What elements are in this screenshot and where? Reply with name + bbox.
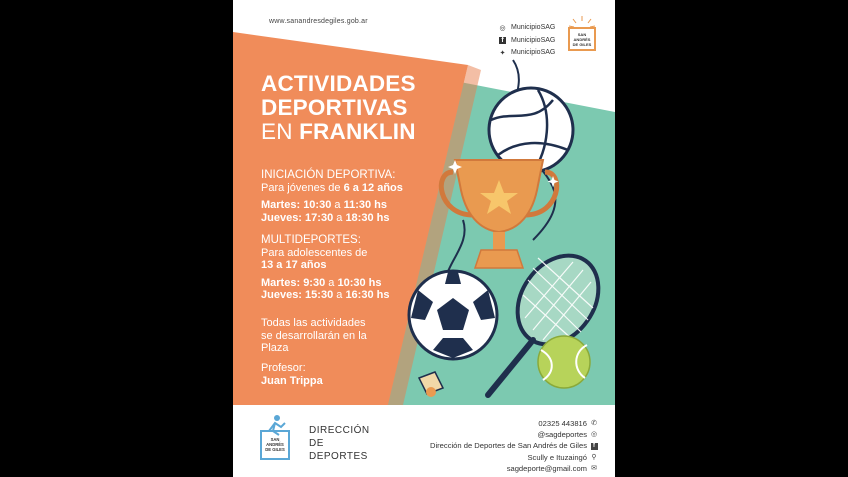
contact-email[interactable]: sagdeporte@gmail.com xyxy=(506,463,587,473)
contact-instagram[interactable]: @sagdeportes xyxy=(537,430,587,440)
svg-text:DE GILES: DE GILES xyxy=(265,447,285,452)
svg-text:ANDRÉS: ANDRÉS xyxy=(266,442,284,447)
facebook-icon: f xyxy=(499,37,506,44)
schedule-day: Jueves: xyxy=(261,289,302,301)
multideportes-heading: MULTIDEPORTES: xyxy=(261,234,361,246)
phone-icon: ✆ xyxy=(591,420,597,427)
instagram-icon: ◎ xyxy=(590,431,598,439)
schedule-to: 11:30 hs xyxy=(343,199,387,211)
instagram-icon: ◎ xyxy=(499,24,506,32)
social-handle: MunicipioSAG xyxy=(511,36,556,44)
direccion-line: DEPORTES xyxy=(309,451,368,462)
contact-icons xyxy=(589,418,599,474)
tennis-ball-icon xyxy=(538,336,590,388)
iniciacion-section xyxy=(261,169,403,224)
note-line: Todas las actividades xyxy=(261,317,366,329)
title-place: FRANKLIN xyxy=(299,119,416,144)
schedule-sep: a xyxy=(336,289,343,301)
mail-icon: ✉ xyxy=(591,464,597,472)
profesor-name: Juan Trippa xyxy=(261,374,323,387)
deportes-logo xyxy=(259,413,291,463)
schedule-from: 15:30 xyxy=(305,289,334,301)
contact-list xyxy=(430,418,587,474)
schedule-row xyxy=(261,212,403,225)
multideportes-audience-prefix: Para adolescentes de xyxy=(261,246,368,259)
twitter-icon: ✦ xyxy=(499,49,506,57)
schedule-row xyxy=(261,199,403,212)
schedule-to: 18:30 hs xyxy=(345,211,390,224)
schedule-from: 17:30 xyxy=(305,211,334,224)
municipio-logo xyxy=(567,14,597,58)
profesor-block xyxy=(261,362,323,387)
note-line: Plaza xyxy=(261,342,289,354)
schedule-sep: a xyxy=(328,276,335,289)
multideportes-audience-range: 13 a 17 años xyxy=(261,259,327,271)
svg-text:ANDRÉS: ANDRÉS xyxy=(573,37,591,42)
schedule-to: 16:30 hs xyxy=(345,289,390,301)
schedule-sep: a xyxy=(336,211,343,224)
social-facebook[interactable] xyxy=(499,35,555,48)
website-url[interactable]: www.sanandresdegiles.gob.ar xyxy=(269,18,368,25)
iniciacion-heading: INICIACIÓN DEPORTIVA: xyxy=(261,169,396,181)
social-handle: MunicipioSAG xyxy=(511,24,556,31)
schedule-row xyxy=(261,277,389,290)
schedule-day: Martes: xyxy=(261,199,301,211)
contact-address: Scully e Ituzaingó xyxy=(527,452,587,462)
schedule-sep: a xyxy=(334,199,341,211)
facebook-icon: f xyxy=(589,440,599,451)
multideportes-section xyxy=(261,234,389,302)
runner-icon xyxy=(274,415,280,421)
iniciacion-audience xyxy=(261,182,403,195)
location-note xyxy=(261,317,367,355)
direccion-line: DE xyxy=(309,438,324,449)
page-title xyxy=(261,72,416,144)
schedule-to: 10:30 hs xyxy=(337,276,382,289)
title-line-2: DEPORTIVAS xyxy=(261,95,408,120)
note-line: se desarrollarán en la xyxy=(261,329,367,342)
contact-facebook[interactable]: Dirección de Deportes de San Andrés de Giles xyxy=(429,441,587,451)
soccer-ball-icon xyxy=(409,271,497,359)
svg-text:SAN: SAN xyxy=(270,437,280,442)
profesor-label: Profesor: xyxy=(261,362,306,374)
social-list xyxy=(499,22,555,60)
contact-phone[interactable]: 02325 443816 xyxy=(538,419,587,428)
sun-logo-icon xyxy=(567,14,597,58)
social-twitter[interactable] xyxy=(499,47,555,60)
direccion-line: DIRECCIÓN xyxy=(309,425,370,436)
direccion-deportes xyxy=(309,424,370,463)
title-line-3 xyxy=(261,120,416,144)
location-icon: ⚲ xyxy=(591,453,597,461)
schedule-day: Jueves: xyxy=(261,211,302,224)
schedule-row xyxy=(261,289,389,302)
social-handle: MunicipioSAG xyxy=(511,49,556,56)
schedule-from: 9:30 xyxy=(303,276,326,289)
schedule-from: 10:30 xyxy=(303,199,332,211)
social-instagram[interactable] xyxy=(499,22,555,35)
poster xyxy=(233,0,615,477)
audience-range: 6 a 12 años xyxy=(343,181,403,194)
audience-prefix: Para jóvenes de xyxy=(261,181,341,194)
title-prefix: EN xyxy=(261,119,293,144)
svg-text:DE GILES: DE GILES xyxy=(572,42,592,47)
svg-text:SAN: SAN xyxy=(577,32,587,37)
schedule-day: Martes: xyxy=(261,276,301,289)
title-line-1: ACTIVIDADES xyxy=(261,71,416,96)
